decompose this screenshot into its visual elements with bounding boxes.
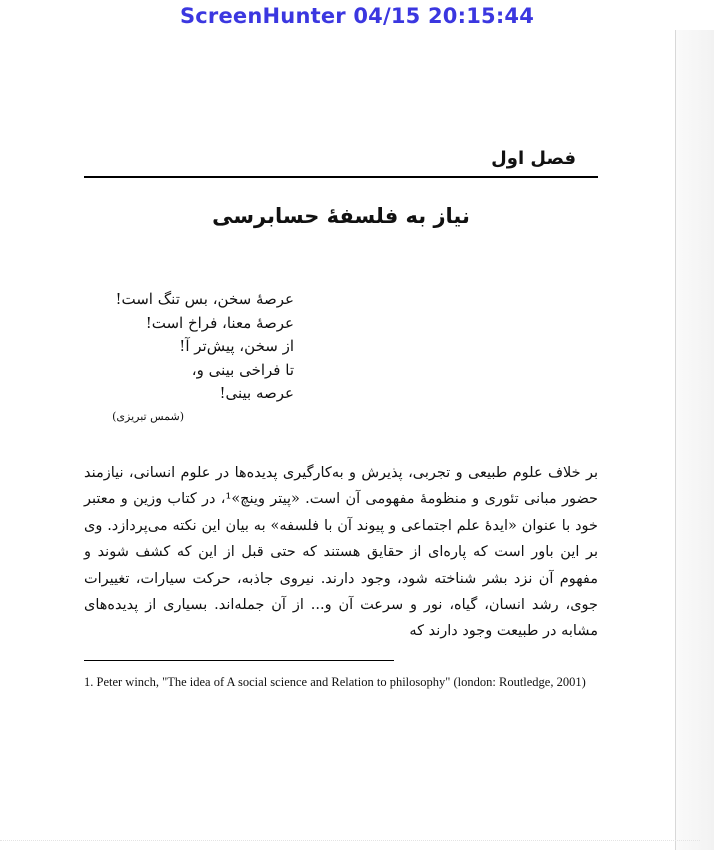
body-text (84, 460, 598, 645)
footnote-rule (84, 660, 394, 661)
poem-attribution: (شمس تبریزی) (112, 410, 184, 423)
chapter-heading: فصل اول (491, 148, 576, 169)
footnote: 1. Peter winch, "The idea of A social science and Relation to philosophy" (london: Routledge, 2001) (84, 675, 586, 689)
screenhunter-watermark: ScreenHunter 04/15 20:15:44 (179, 4, 535, 28)
scan-artifact (0, 840, 700, 842)
body-paragraph: بر خلاف علوم طبیعی و تجربی، پذیرش و به‌کارگیری پدیده‌ها در علوم انسانی، نیازمند حضور مبانی تئوری و منظومهٔ مفهومی آن است. «پیتر وینچ»¹، در کتاب وزین و معتبر خود با عنوان «ایدهٔ علم اجتماعی و پیوند آن با فلسفه» به بیان این نکته می‌پردازد. وی بر این باور است که پاره‌ای از حقایق هستند که حتی قبل از این که کشف شوند و مفهوم آن نزد بشر شناخته شود، وجود دارند. نیروی جاذبه، حرکت سیارات، تغییرات جوی، رشد انسان، گیاه، نور و سرعت آن و... از آن جمله‌اند. بسیاری از پدیده‌های مشابه در طبیعت وجود دارند که (84, 465, 598, 640)
poem-line: از سخن، پیش‌تر آ! (179, 337, 294, 355)
poem-line: عرصهٔ معنا، فراخ است! (145, 313, 294, 332)
poem-line: عرصه بینی! (219, 384, 294, 402)
chapter-rule (84, 176, 598, 178)
poem-line: عرصهٔ سخن، بس تنگ است! (115, 290, 294, 308)
poem (104, 288, 294, 406)
page-title: نیاز به فلسفهٔ حسابرسی (212, 204, 470, 228)
page-edge (675, 30, 714, 850)
poem-line: تا فراخی بینی و، (191, 360, 294, 379)
